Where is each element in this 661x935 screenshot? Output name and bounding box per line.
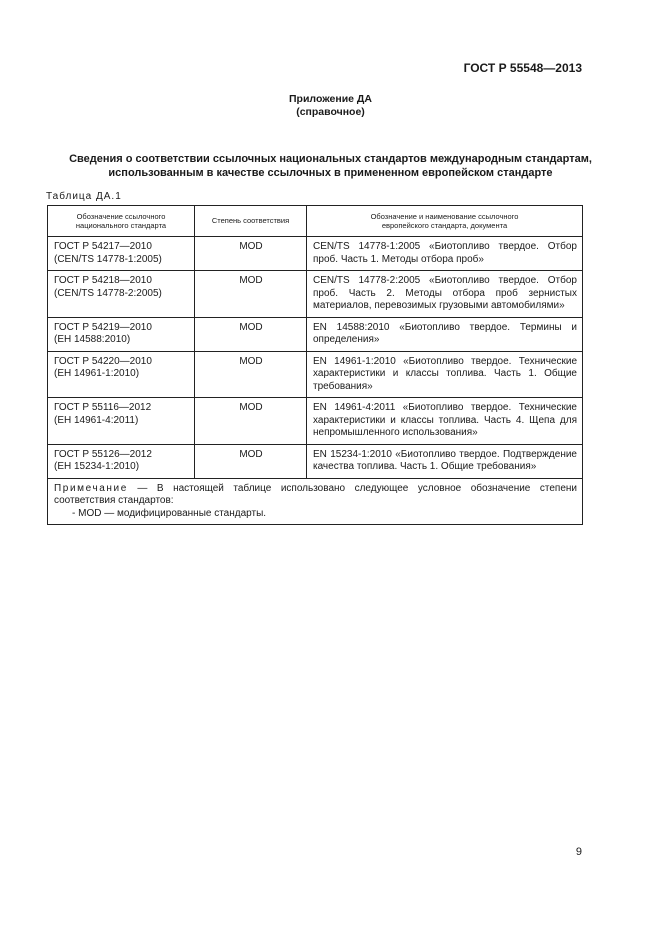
column-header-line: Обозначение и наименование ссылочного [370,211,519,221]
table-note-row [48,478,583,525]
note-label: Примечание [54,482,128,494]
national-standard-equivalent: (ЕН 15234-1:2010) [54,461,140,472]
reference-standard-cell: CEN/TS 14778-1:2005 «Биотопливо твердое. Отбор проб. Часть 1. Методы отбора проб» [307,237,583,271]
note-item: - MOD — модифицированные стандарты. [72,507,267,519]
national-standard-cell [48,317,195,351]
column-header-line: европейского стандарта, документа [381,221,508,230]
note-text: — В настоящей таблице использовано следующее условное обозначение степени соответствия стандартов: [54,482,577,506]
reference-standard-cell: EN 15234-1:2010 «Биотопливо твердое. Подтверждение качества топлива. Часть 1. Общие требования» [307,444,583,478]
national-standard-equivalent: (ЕН 14961-4:2011) [54,414,139,426]
degree-cell: MOD [195,398,307,445]
national-standard-equivalent: (ЕН 14961-1:2010) [54,368,140,379]
national-standard-cell [48,444,195,478]
national-standard-code: ГОСТ Р 55116—2012 [54,402,152,413]
reference-standard-cell: EN 14961-1:2010 «Биотопливо твердое. Технические характеристики и классы топлива. Часть 1. Общие требования» [307,351,583,398]
national-standard-code: ГОСТ Р 55126—2012 [54,448,152,460]
national-standard-code: ГОСТ Р 54220—2010 [54,355,152,367]
national-standard-code: ГОСТ Р 54218—2010 [54,275,152,286]
national-standard-code: ГОСТ Р 54217—2010 [54,241,152,252]
annex-header [0,93,661,119]
table-row [48,317,583,351]
table-header-row [48,206,583,237]
annex-heading-line-1: Сведения о соответствии ссылочных национальных стандартов международным стандартам, [69,153,592,165]
annex-title: Приложение ДА [289,93,372,105]
column-header-line: Степень соответствия [211,216,290,226]
column-header-national-standard [48,206,195,237]
degree-cell: MOD [195,351,307,398]
annex-heading-line-2: использованным в качестве ссылочных в примененном европейском стандарте [108,166,553,179]
degree-cell: MOD [195,317,307,351]
degree-cell: MOD [195,444,307,478]
correspondence-table [47,205,583,525]
column-header-line: Обозначение ссылочного [76,211,166,221]
column-header-line: национального стандарта [75,221,167,230]
national-standard-equivalent: (ЕН 14588:2010) [54,334,131,345]
document-code: ГОСТ Р 55548—2013 [463,61,582,75]
table-row [48,271,583,318]
reference-standard-cell: EN 14961-4:2011 «Биотопливо твердое. Технические характеристики и классы топлива. Часть 4. Щепа для непромышленного использования» [307,398,583,445]
page-number: 9 [575,846,582,858]
reference-standard-cell: EN 14588:2010 «Биотопливо твердое. Термины и определения» [307,317,583,351]
column-header-reference-standard [307,206,583,237]
annex-subtitle: (справочное) [296,106,365,118]
table-caption: Таблица ДА.1 [46,191,122,202]
table-row [48,398,583,445]
table-note [48,478,583,525]
national-standard-code: ГОСТ Р 54219—2010 [54,321,152,333]
national-standard-cell [48,237,195,271]
reference-standard-cell: CEN/TS 14778-2:2005 «Биотопливо твердое. Отбор проб. Часть 2. Методы отбора проб зернистых материалов, перевозимых грузовыми автомобилями» [307,271,583,318]
national-standard-cell [48,271,195,318]
table-row [48,237,583,271]
table-row [48,444,583,478]
national-standard-equivalent: (CEN/TS 14778-1:2005) [54,253,162,265]
annex-heading [40,153,621,180]
national-standard-cell [48,351,195,398]
degree-cell: MOD [195,237,307,271]
table-row [48,351,583,398]
degree-cell: MOD [195,271,307,318]
national-standard-equivalent: (CEN/TS 14778-2:2005) [54,287,162,299]
column-header-degree [195,206,307,237]
national-standard-cell [48,398,195,445]
